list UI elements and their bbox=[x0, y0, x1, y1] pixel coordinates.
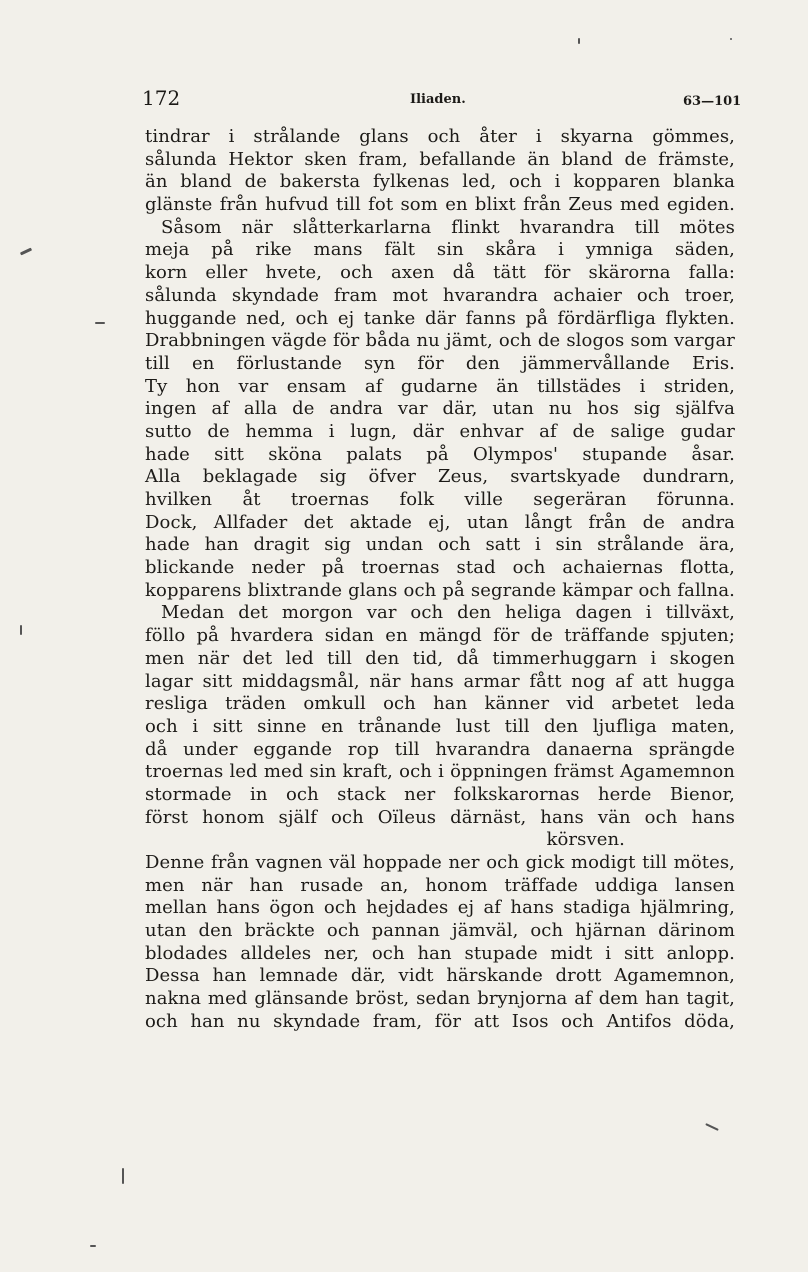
scan-speck bbox=[730, 38, 732, 40]
text-line: hade sitt sköna palats på Olympos' stupande åsar. bbox=[145, 443, 735, 465]
text-line: men när han rusade an, honom träffade uddiga lansen bbox=[145, 874, 735, 896]
scan-speck bbox=[90, 1245, 96, 1247]
text-line: meja på rike mans fält sin skåra i ymniga säden, bbox=[145, 239, 735, 261]
text-line: Ty hon var ensam af gudarne än tillstädes i striden, bbox=[145, 375, 735, 397]
page-number: 172 bbox=[142, 86, 181, 110]
text-line: kopparens blixtrande glans och på segrande kämpar och fallna. bbox=[145, 579, 735, 601]
text-line: hvilken åt troernas folk ville segeräran förunna. bbox=[145, 489, 735, 510]
scan-speck bbox=[95, 322, 105, 324]
text-line: Dessa han lemnade där, vidt härskande drott Agamemnon, bbox=[145, 965, 735, 987]
text-line: nakna med glänsande bröst, sedan brynjorna af dem han tagit, bbox=[145, 988, 735, 1010]
scan-speck bbox=[20, 625, 22, 635]
text-line: då under eggande rop till hvarandra danaerna sprängde bbox=[145, 738, 735, 760]
page-header bbox=[0, 86, 808, 116]
text-line: och han nu skyndade fram, för att Isos och Antifos döda, bbox=[145, 1010, 735, 1032]
scan-speck bbox=[705, 1123, 719, 1131]
text-line: huggande ned, och ej tanke där fanns på fördärfliga flykten. bbox=[145, 307, 735, 329]
text-line: mellan hans ögon och hejdades ej af hans stadiga hjälmring, bbox=[145, 897, 735, 919]
poem-text bbox=[145, 126, 735, 1034]
text-line: sålunda skyndade fram mot hvarandra achaier och troer, bbox=[145, 284, 735, 306]
text-line: föllo på hvardera sidan en mängd för de träffande spjuten; bbox=[145, 625, 735, 647]
text-line: lagar sitt middagsmål, när hans armar fått nog af att hugga bbox=[145, 670, 735, 692]
text-line: än bland de bakersta fylkenas led, och i kopparen blanka bbox=[145, 171, 735, 193]
text-line: Såsom när slåtterkarlarna flinkt hvarandra till mötes bbox=[161, 216, 735, 238]
text-line: Medan det morgon var och den heliga dagen i tillväxt, bbox=[161, 602, 735, 624]
text-line: blodades alldeles ner, och han stupade midt i sitt anlopp. bbox=[145, 942, 735, 964]
text-line: Alla beklagade sig öfver Zeus, svartskyade dundrarn, bbox=[145, 466, 735, 488]
text-line: utan den bräckte och pannan jämväl, och hjärnan därinom bbox=[145, 920, 735, 942]
text-line: tindrar i strålande glans och åter i skyarna gömmes, bbox=[145, 126, 735, 147]
text-line: Dock, Allfader det aktade ej, utan långt från de andra bbox=[145, 511, 735, 533]
text-line: Denne från vagnen väl hoppade ner och gick modigt till mötes, bbox=[145, 852, 735, 873]
scan-speck bbox=[20, 248, 32, 256]
text-line: korn eller hvete, och axen då tätt för skärorna falla: bbox=[145, 262, 735, 284]
text-line: hade han dragit sig undan och satt i sin strålande ära, bbox=[145, 534, 735, 556]
text-line: troernas led med sin kraft, och i öppningen främst Agamemnon bbox=[145, 761, 735, 783]
text-line: Drabbningen vägde för båda nu jämt, och de slogos som vargar bbox=[145, 330, 735, 352]
running-title: Iliaden. bbox=[410, 92, 466, 107]
text-line: men när det led till den tid, då timmerhuggarn i skogen bbox=[145, 647, 735, 669]
scan-speck bbox=[122, 1168, 124, 1184]
scan-speck bbox=[578, 38, 580, 44]
text-line: resliga träden omkull och han känner vid arbetet leda bbox=[145, 693, 735, 715]
text-line: till en förlustande syn för den jämmervållande Eris. bbox=[145, 352, 735, 374]
text-line: blickande neder på troernas stad och achaiernas flotta, bbox=[145, 557, 735, 579]
text-line: glänste från hufvud till fot som en blixt från Zeus med egiden. bbox=[145, 194, 735, 216]
text-line: ingen af alla de andra var där, utan nu hos sig själfva bbox=[145, 398, 735, 420]
text-line-continuation: körsven. bbox=[546, 829, 625, 851]
text-line: och i sitt sinne en trånande lust till den ljufliga maten, bbox=[145, 715, 735, 737]
text-line: sutto de hemma i lugn, där enhvar af de salige gudar bbox=[145, 420, 735, 442]
printer-signature: 63—101 bbox=[683, 94, 742, 109]
text-line: sålunda Hektor sken fram, befallande än bland de främste, bbox=[145, 148, 735, 170]
text-line: först honom själf och Oïleus därnäst, hans vän och hans bbox=[145, 806, 735, 828]
text-line: stormade in och stack ner folkskarornas herde Bienor, bbox=[145, 783, 735, 805]
